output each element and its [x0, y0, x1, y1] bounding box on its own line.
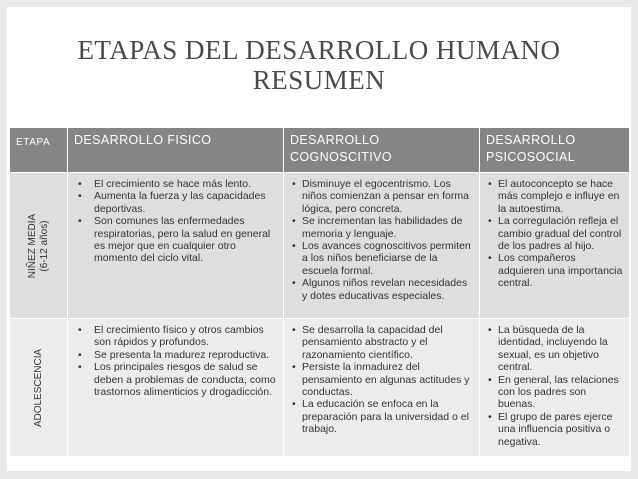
header-fisico: DESARROLLO FISICO: [68, 128, 284, 173]
list-item: • Se presenta la madurez reproductiva.: [74, 349, 279, 361]
list-item: • La búsqueda de la identidad, incluyendo la sexual, es un objetivo central.: [486, 324, 625, 374]
stage-cell-adolescencia: [10, 319, 68, 457]
list-item: • Son comunes las enfermedades respiratorias, pero la salud en general es mejor que en cualquier otro momento del ciclo vital.: [74, 215, 279, 265]
list-item: • Disminuye el egocentrismo. Los niños comienzan a pensar en forma lógica, pero concreta.: [290, 178, 475, 215]
header-etapa: ETAPA: [10, 128, 68, 173]
list-item: • El grupo de pares ejerce una influencia positiva o negativa.: [486, 411, 625, 448]
slide: [7, 7, 631, 471]
list-item: • El autoconcepto se hace más complejo e influye en la autoestima.: [486, 178, 625, 215]
stage-label-line-1: NIÑEZ MEDIA: [26, 213, 38, 278]
title-line-1: ETAPAS DEL DESARROLLO HUMANO: [77, 35, 561, 65]
cell-psicosocial-adolescencia: [480, 319, 630, 457]
list-item: • El crecimiento físico y otros cambios son rápidos y profundos.: [74, 324, 279, 349]
header-cognoscitivo-line-2: COGNOSCITIVO: [290, 150, 393, 164]
list-item: • Aumenta la fuerza y las capacidades deportivas.: [74, 190, 279, 215]
list-item: • El crecimiento se hace más lento.: [74, 178, 279, 190]
table-row-adolescencia: [10, 319, 630, 457]
stage-label-line-1: ADOLESCENCIA: [32, 348, 44, 427]
list-item: • Los principales riesgos de salud se deben a problemas de conducta, como trastornos alimenticios y drogadicción.: [74, 361, 279, 398]
list-item: • Los avances cognoscitivos permiten a los niños beneficiarse de la escuela formal.: [290, 240, 475, 277]
stage-cell-ninez-media: [10, 173, 68, 319]
slide-title: [7, 35, 631, 95]
table-row-ninez-media: [10, 173, 630, 319]
stage-label-line-2: (6-12 años): [38, 219, 50, 272]
header-psicosocial-line-1: DESARROLLO: [486, 133, 576, 147]
header-psicosocial-line-2: PSICOSOCIAL: [486, 150, 576, 164]
header-cognoscitivo-line-1: DESARROLLO: [290, 133, 380, 147]
cell-fisico-ninez-media: [68, 173, 284, 319]
stage-label-adolescencia: [33, 348, 45, 426]
list-item: • Algunos niños revelan necesidades y dotes educativas especiales.: [290, 277, 475, 302]
table-header-row: [10, 128, 630, 173]
list-item: • Se desarrolla la capacidad del pensamiento abstracto y el razonamiento científico.: [290, 324, 475, 361]
cell-psicosocial-ninez-media: [480, 173, 630, 319]
cell-cognoscitivo-adolescencia: [284, 319, 480, 457]
stages-table: [9, 127, 630, 457]
stage-label-ninez-media: [27, 213, 51, 277]
header-psicosocial: [480, 128, 630, 173]
list-item: • En general, las relaciones con los padres son buenas.: [486, 374, 625, 411]
list-item: • La educación se enfoca en la preparación para la universidad o el trabajo.: [290, 398, 475, 435]
header-cognoscitivo: [284, 128, 480, 173]
cell-cognoscitivo-ninez-media: [284, 173, 480, 319]
list-item: • Se incrementan las habilidades de memoria y lenguaje.: [290, 215, 475, 240]
title-line-2: RESUMEN: [252, 65, 386, 95]
list-item: • Persiste la inmadurez del pensamiento en algunas actitudes y conductas.: [290, 361, 475, 398]
cell-fisico-adolescencia: [68, 319, 284, 457]
list-item: • Los compañeros adquieren una importancia central.: [486, 252, 625, 289]
list-item: • La corregulación refleja el cambio gradual del control de los padres al hijo.: [486, 215, 625, 252]
